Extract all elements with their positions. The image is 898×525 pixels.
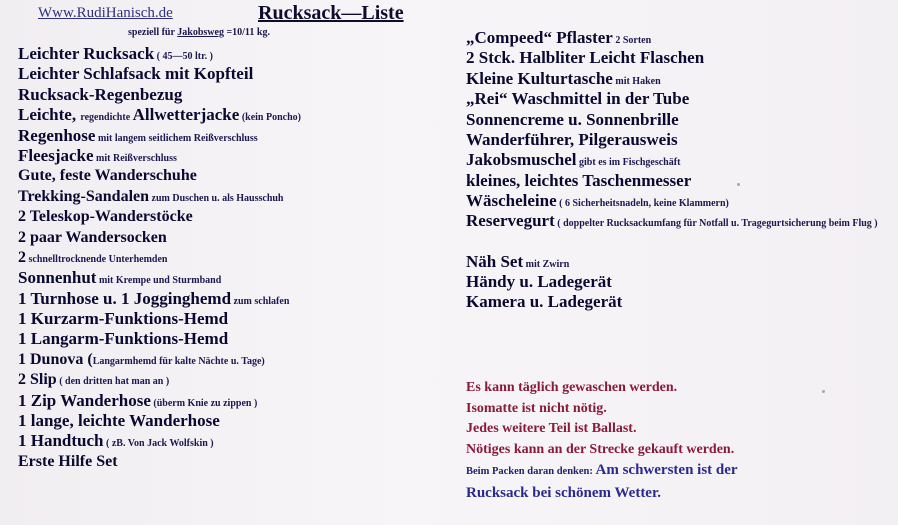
list-item: Leichte, regendichte Allwetterjacke (kein Poncho) — [18, 105, 301, 125]
note-line: Jedes weitere Teil ist Ballast. — [466, 421, 637, 437]
list-item: Leichter Schlafsack mit Kopfteil — [18, 64, 254, 84]
list-item: 1 lange, leichte Wanderhose — [18, 411, 220, 431]
list-item: Reservegurt ( doppelter Rucksackumfang für Notfall u. Tragegurtsicherung beim Flug ) — [466, 210, 878, 230]
list-item: kleines, leichtes Taschenmesser — [466, 170, 692, 190]
note-line: Nötiges kann an der Strecke gekauft werden. — [466, 441, 735, 457]
header — [38, 2, 458, 38]
list-item: 2 Slip ( den dritten hat man an ) — [18, 371, 170, 389]
list-item: Gute, feste Wanderschuhe — [18, 167, 197, 185]
list-item: 1 Langarm-Funktions-Hemd — [18, 329, 229, 349]
list-item: 2 paar Wandersocken — [18, 228, 167, 246]
left-column — [18, 44, 466, 472]
list-item: 1 Handtuch ( zB. Von Jack Wolfskin ) — [18, 431, 214, 451]
note-line: Beim Packen daran denken: Am schwersten ist der — [466, 462, 738, 479]
list-item: Sonnencreme u. Sonnenbrille — [466, 109, 679, 129]
list-item: Leichter Rucksack ( 45—50 ltr. ) — [18, 44, 213, 63]
list-item: 2 Teleskop-Wanderstöcke — [18, 208, 193, 226]
list-item: 1 Kurzarm-Funktions-Hemd — [18, 309, 229, 329]
list-item: Wäscheleine ( 6 Sicherheitsnadeln, keine Klammern) — [466, 191, 729, 211]
list-item: 1 Dunova (Langarmhemd für kalte Nächte u. Tage) — [18, 350, 265, 368]
list-item: Trekking-Sandalen zum Duschen u. als Hausschuh — [18, 187, 284, 205]
subtitle-link-text: Jakobsweg — [177, 27, 224, 38]
speck-mark — [737, 183, 740, 186]
page-subtitle: speziell für Jakobsweg =10/11 kg. — [128, 27, 270, 38]
note-line: Isomatte ist nicht nötig. — [466, 400, 607, 416]
note-line: Rucksack bei schönem Wetter. — [466, 484, 661, 501]
list-item: Erste Hilfe Set — [18, 452, 118, 470]
speck-mark — [822, 390, 825, 393]
list-item: Händy u. Ladegerät — [466, 271, 612, 291]
right-column — [466, 28, 894, 313]
list-item: 1 Turnhose u. 1 Jogginghemd zum schlafen — [18, 288, 290, 308]
list-item: Regenhose mit langem seitlichem Reißverschluss — [18, 125, 258, 145]
list-item: 2 Stck. Halbliter Leicht Flaschen — [466, 48, 705, 68]
list-item: Jakobsmuschel gibt es im Fischgeschäft — [466, 150, 681, 170]
list-item: Wanderführer, Pilgerausweis — [466, 129, 678, 149]
page-title: Rucksack—Liste — [258, 2, 404, 24]
list-item: „Compeed“ Pflaster 2 Sorten — [466, 28, 652, 47]
note-line: Es kann täglich gewaschen werden. — [466, 380, 678, 395]
list-item: Sonnenhut mit Krempe und Sturmband — [18, 268, 222, 288]
list-item: 1 Zip Wanderhose (überm Knie zu zippen ) — [18, 390, 258, 410]
list-item: Fleesjacke mit Reißverschluss — [18, 145, 177, 165]
list-item: Kleine Kulturtasche mit Haken — [466, 68, 661, 88]
notes-block — [466, 378, 896, 504]
list-item: Kamera u. Ladegerät — [466, 292, 623, 312]
list-item: 2 schnelltrocknende Unterhemden — [18, 248, 168, 266]
list-item: Näh Set mit Zwirn — [466, 251, 570, 271]
list-item: „Rei“ Waschmittel in der Tube — [466, 89, 690, 109]
website-url: Www.RudiHanisch.de — [38, 5, 173, 21]
list-item: Rucksack-Regenbezug — [18, 84, 183, 104]
